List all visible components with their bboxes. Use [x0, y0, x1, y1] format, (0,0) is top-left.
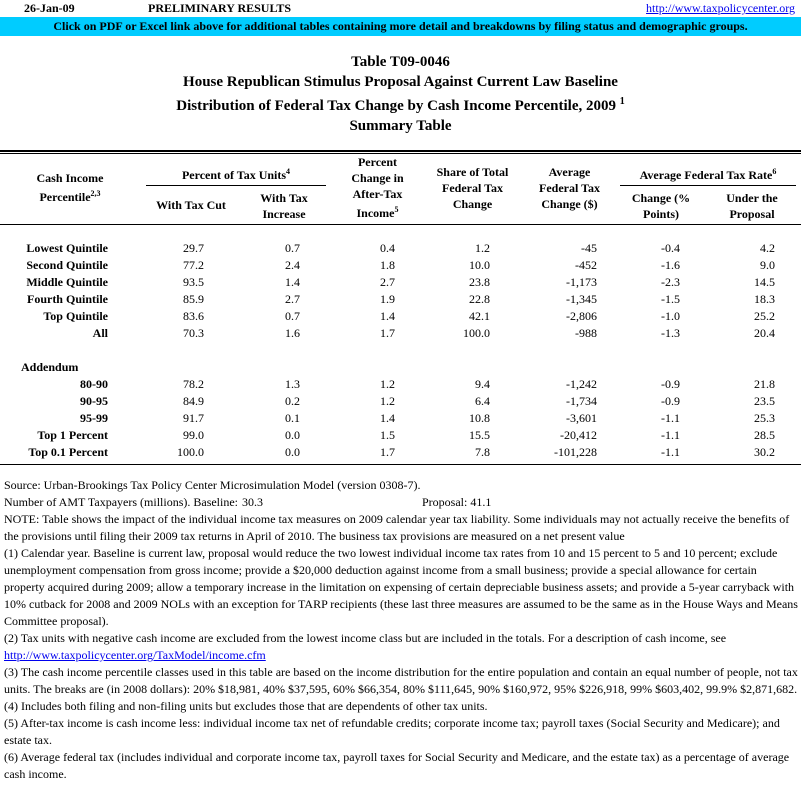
table-row — [0, 241, 801, 258]
cell-pct: 1.8 — [380, 258, 395, 272]
table-titles — [0, 52, 801, 136]
cell-under: 21.8 — [754, 377, 775, 391]
cell-cut: 70.3 — [183, 326, 204, 340]
row-label: All — [92, 326, 108, 340]
general-note: NOTE: Table shows the impact of the individual income tax measures on 2009 calendar year tax liability. Some individuals may not actually receive the benefits of the provisions until filing their 2009 tax returns in April of 2010. The business tax provisions are measured on a net present value — [4, 512, 790, 543]
cell-avg: -1,242 — [566, 377, 597, 391]
cell-avg: -1,345 — [566, 292, 597, 306]
cell-chg: -1.3 — [661, 326, 680, 340]
cell-share: 6.4 — [475, 394, 490, 408]
cell-under: 28.5 — [754, 428, 775, 442]
cell-chg: -1.5 — [661, 292, 680, 306]
cell-pct: 1.7 — [380, 445, 395, 459]
income-definition-link[interactable]: http://www.taxpolicycenter.org/TaxModel/income.cfm — [4, 648, 266, 662]
top-bar — [0, 0, 801, 16]
col-with-tax-increase: With Tax Increase — [260, 191, 308, 221]
cell-avg: -452 — [575, 258, 597, 272]
footnote-6: (6) Average federal tax (includes individual and corporate income tax, payroll taxes for Social Security and Medicare, and the estate tax) as a percentage of average cash income. — [4, 750, 790, 781]
header-bottom-rule — [0, 224, 801, 225]
footnote-2: (2) Tax units with negative cash income are excluded from the lowest income class but are included in the totals. For a description of cash income, see http://www.taxpolicycenter.org/TaxModel/income.cfm — [4, 631, 727, 662]
cell-cut: 100.0 — [177, 445, 204, 459]
cell-chg: -0.4 — [661, 241, 680, 255]
cell-chg: -1.0 — [661, 309, 680, 323]
footnote-4: (4) Includes both filing and non-filing units but excludes those that are dependents of other tax units. — [4, 699, 488, 713]
cell-avg: -2,806 — [566, 309, 597, 323]
row-label: Fourth Quintile — [26, 292, 108, 306]
cell-share: 22.8 — [469, 292, 490, 306]
report-date: 26-Jan-09 — [24, 1, 75, 15]
row-label: 95-99 — [80, 411, 108, 425]
cell-cut: 84.9 — [183, 394, 204, 408]
cell-inc: 0.1 — [285, 411, 300, 425]
table-row — [0, 428, 801, 445]
cell-share: 9.4 — [475, 377, 490, 391]
row-label: Top 0.1 Percent — [28, 445, 108, 459]
cell-share: 10.0 — [469, 258, 490, 272]
footnote-5: (5) After-tax income is cash income less: individual income tax net of refundable credits; corporate income tax; payroll taxes (Social Security and Medicare); and estate tax. — [4, 716, 780, 747]
row-label: Lowest Quintile — [26, 241, 108, 255]
cell-cut: 93.5 — [183, 275, 204, 289]
cell-inc: 0.0 — [285, 445, 300, 459]
cell-avg: -45 — [581, 241, 597, 255]
row-label: Second Quintile — [26, 258, 108, 272]
cell-pct: 0.4 — [380, 241, 395, 255]
cell-inc: 1.3 — [285, 377, 300, 391]
row-label: 80-90 — [80, 377, 108, 391]
table-bottom-rule — [0, 464, 801, 465]
table-row — [0, 445, 801, 462]
source-note: Source: Urban-Brookings Tax Policy Center Microsimulation Model (version 0308-7). — [4, 478, 421, 492]
cell-under: 9.0 — [760, 258, 775, 272]
cell-chg: -1.1 — [661, 445, 680, 459]
cell-inc: 0.7 — [285, 309, 300, 323]
cell-chg: -0.9 — [661, 394, 680, 408]
table-row — [0, 326, 801, 343]
cell-share: 15.5 — [469, 428, 490, 442]
info-banner: Click on PDF or Excel link above for additional tables containing more detail and breakdowns by filing status and demographic groups. — [0, 17, 801, 36]
col-pct-change: Percent Change in After-Tax Income$^5$ — [351, 155, 404, 220]
cell-share: 7.8 — [475, 445, 490, 459]
cell-cut: 91.7 — [183, 411, 204, 425]
cell-under: 23.5 — [754, 394, 775, 408]
col-under-proposal: Under the Proposal — [726, 191, 778, 221]
cell-chg: -0.9 — [661, 377, 680, 391]
cell-share: 23.8 — [469, 275, 490, 289]
row-label: Middle Quintile — [26, 275, 108, 289]
cell-pct: 1.2 — [380, 394, 395, 408]
title-line-2: Distribution of Federal Tax Change by Cash Income Percentile, 2009 $^1$ — [176, 96, 625, 114]
row-label: Top 1 Percent — [37, 428, 108, 442]
title-line-1: House Republican Stimulus Proposal Against Current Law Baseline — [183, 74, 618, 90]
cell-share: 1.2 — [475, 241, 490, 255]
cell-chg: -1.6 — [661, 258, 680, 272]
cell-cut: 29.7 — [183, 241, 204, 255]
cell-chg: -2.3 — [661, 275, 680, 289]
table-row — [0, 309, 801, 326]
cell-under: 14.5 — [754, 275, 775, 289]
col-with-tax-cut: With Tax Cut — [156, 198, 226, 212]
table-row — [0, 258, 801, 275]
table-id: Table T09-0046 — [351, 54, 450, 70]
cell-under: 20.4 — [754, 326, 775, 340]
preliminary-label: PRELIMINARY RESULTS — [148, 1, 292, 15]
cell-pct: 1.2 — [380, 377, 395, 391]
cell-pct: 1.4 — [380, 309, 395, 323]
cell-avg: -1,173 — [566, 275, 597, 289]
cell-cut: 83.6 — [183, 309, 204, 323]
footnote-3: (3) The cash income percentile classes used in this table are based on the income distribution for the entire population and contain an equal number of people, not tax units. The breaks are (in 2008 dollars): 20% $18,981, 40% $37,595, 60% $66,354, 80% $111,645, 90% $160,972, 95% $226,918, 99% $603,402, 99.9% $2,871,682. — [4, 665, 798, 696]
notes-section — [4, 477, 799, 783]
col-pct-tax-units: Percent of Tax Units$^4$ — [181, 167, 291, 182]
cell-avg: -1,734 — [566, 394, 597, 408]
col-cash-income: Cash Income Percentile$^{2,3}$ — [36, 171, 104, 204]
cell-inc: 0.7 — [285, 241, 300, 255]
cell-cut: 78.2 — [183, 377, 204, 391]
header-top-rule — [0, 150, 801, 152]
tpc-home-link[interactable]: http://www.taxpolicycenter.org — [646, 1, 795, 15]
table-row — [0, 377, 801, 394]
cell-under: 18.3 — [754, 292, 775, 306]
cell-avg: -101,228 — [554, 445, 597, 459]
footnote-1: (1) Calendar year. Baseline is current law, proposal would reduce the two lowest individual income tax rates from 10 and 15 percent to 5 and 10 percent; exclude unemployment compensation from gross income; provide a $20,000 deduction against income from a small business; provide a special allowance for certain property acquired during 2009; allow a temporary increase in the limitation on expensing of certain depreciable business assets; and provide a 5-year carryback with 10% cutback for 2008 and 2009 NOLs with an exception for TARP recipients (these last three measures are assumed to be the same as in the House Ways and Means Committee proposal). — [4, 546, 798, 628]
cell-inc: 2.4 — [285, 258, 300, 272]
amt-note: Number of AMT Taxpayers (millions). Baseline: 30.3 Proposal: 41.1 — [4, 495, 492, 509]
cell-share: 10.8 — [469, 411, 490, 425]
col-change-points: Change (% Points) — [631, 191, 691, 221]
cell-inc: 2.7 — [285, 292, 300, 306]
cell-under: 30.2 — [754, 445, 775, 459]
cell-under: 25.2 — [754, 309, 775, 323]
cell-cut: 77.2 — [183, 258, 204, 272]
cell-under: 4.2 — [760, 241, 775, 255]
table-row — [0, 275, 801, 292]
table-row — [0, 292, 801, 309]
addendum-label: Addendum — [21, 360, 79, 374]
cell-avg: -988 — [575, 326, 597, 340]
cell-pct: 1.5 — [380, 428, 395, 442]
pct-tax-units-underline — [146, 185, 326, 186]
cell-inc: 1.6 — [285, 326, 300, 340]
cell-avg: -3,601 — [566, 411, 597, 425]
cell-inc: 0.0 — [285, 428, 300, 442]
cell-pct: 1.9 — [380, 292, 395, 306]
cell-cut: 99.0 — [183, 428, 204, 442]
cell-cut: 85.9 — [183, 292, 204, 306]
cell-inc: 1.4 — [285, 275, 300, 289]
cell-inc: 0.2 — [285, 394, 300, 408]
cell-avg: -20,412 — [560, 428, 597, 442]
col-avg-rate: Average Federal Tax Rate$^6$ — [639, 167, 777, 182]
cell-share: 42.1 — [469, 309, 490, 323]
cell-pct: 2.7 — [380, 275, 395, 289]
title-line-3: Summary Table — [349, 118, 452, 134]
table-row — [0, 411, 801, 428]
col-share: Share of Total Federal Tax Change — [436, 165, 509, 211]
avg-rate-underline — [620, 185, 796, 186]
cell-share: 100.0 — [463, 326, 490, 340]
cell-under: 25.3 — [754, 411, 775, 425]
cell-pct: 1.7 — [380, 326, 395, 340]
table-row — [0, 394, 801, 411]
col-avg-change: Average Federal Tax Change ($) — [538, 165, 600, 211]
cell-chg: -1.1 — [661, 428, 680, 442]
cell-pct: 1.4 — [380, 411, 395, 425]
row-label: 90-95 — [80, 394, 108, 408]
row-label: Top Quintile — [43, 309, 108, 323]
cell-chg: -1.1 — [661, 411, 680, 425]
